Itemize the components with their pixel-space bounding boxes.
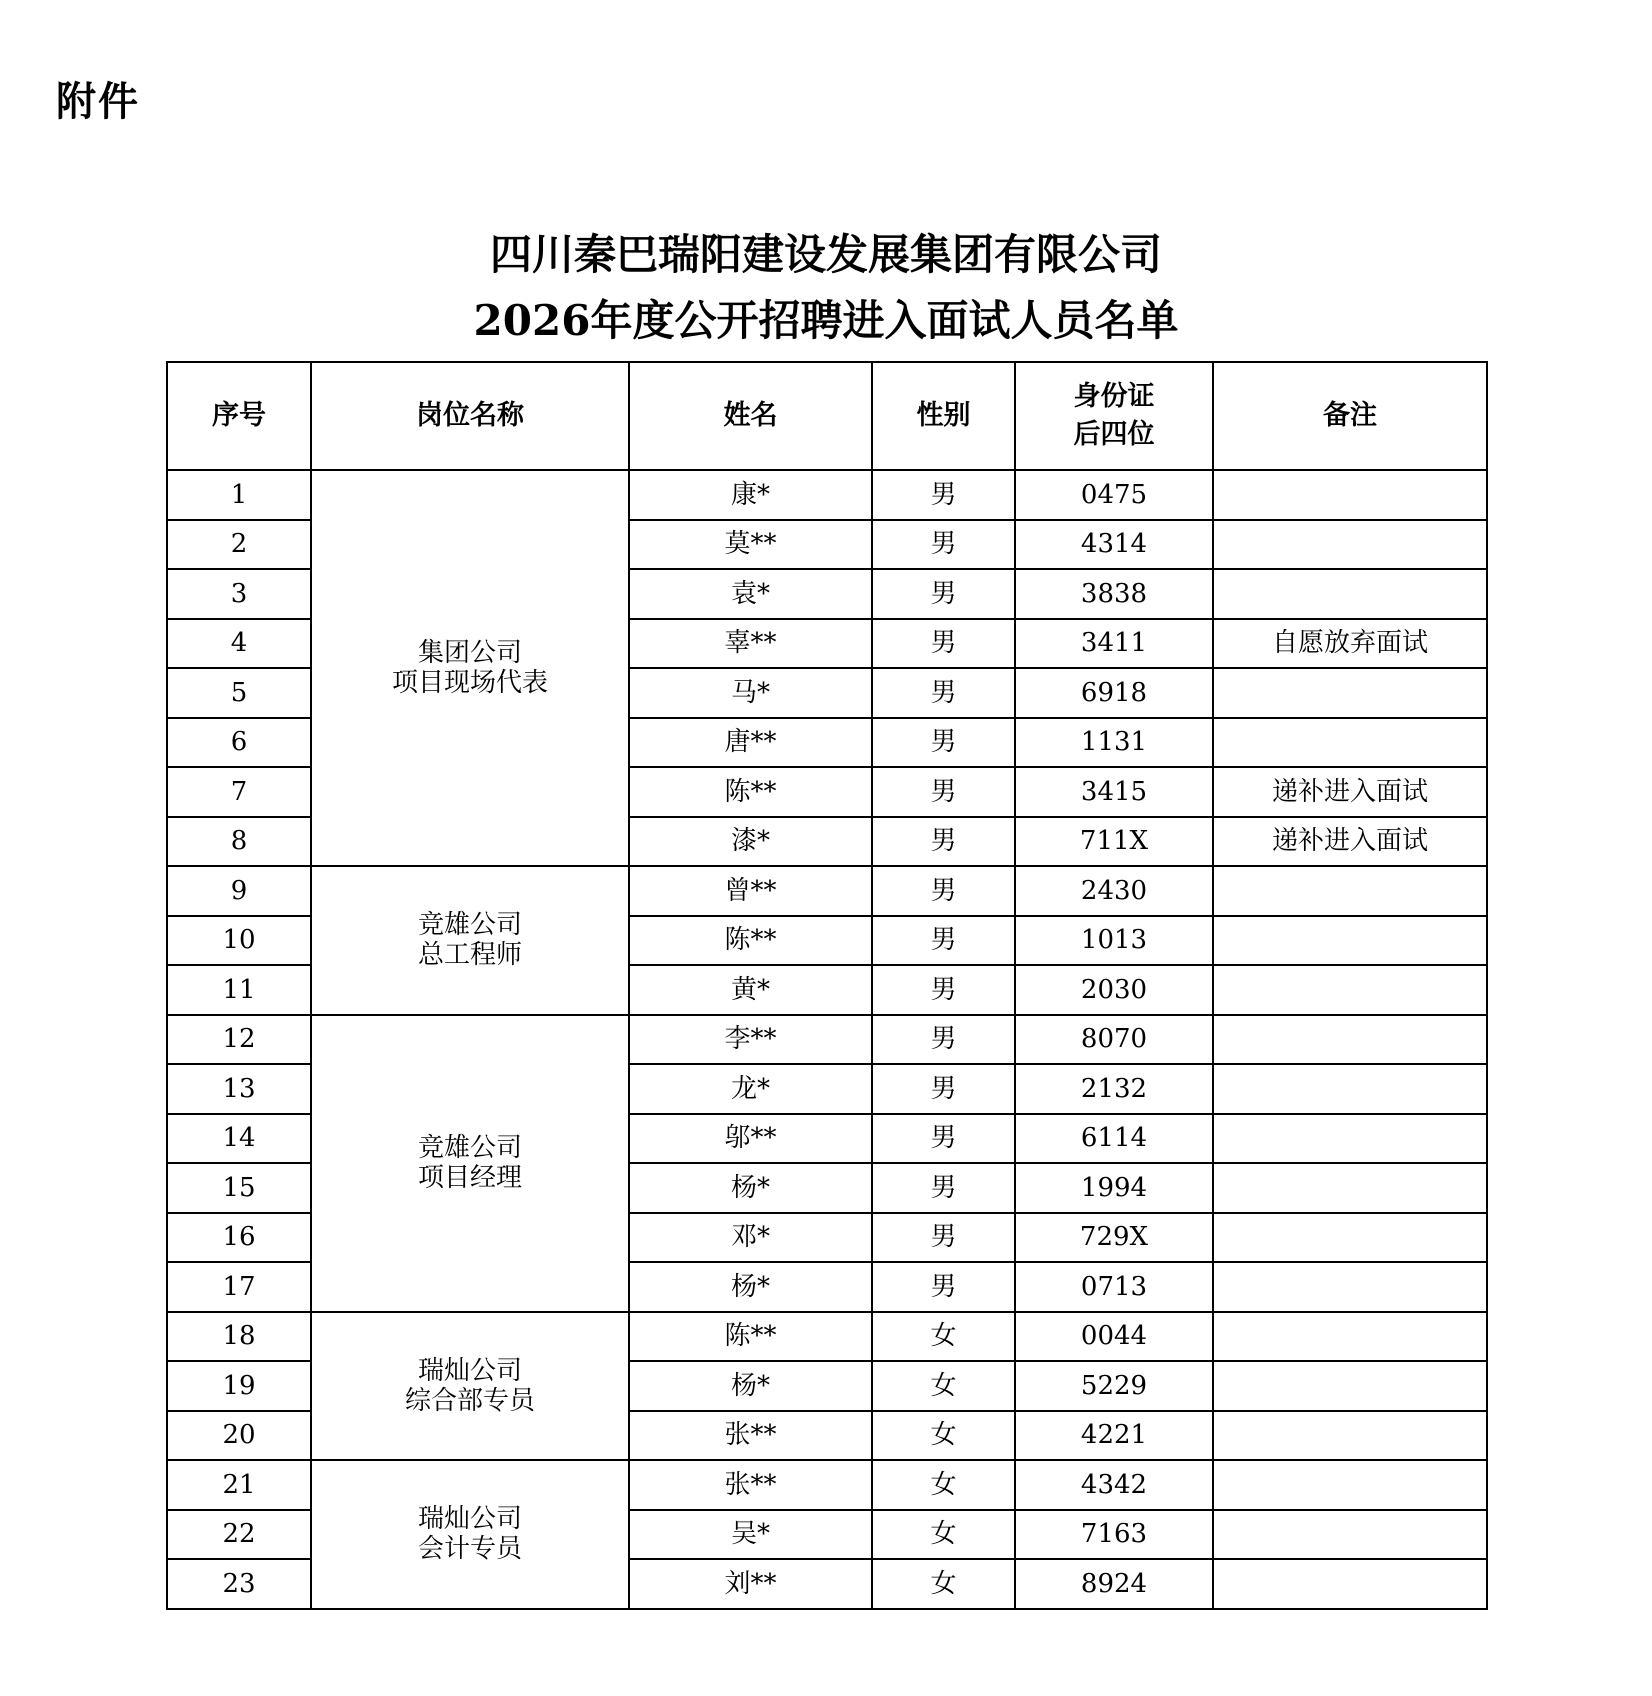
gender-cell: 男: [872, 569, 1015, 619]
position-line1: 集团公司: [417, 638, 522, 668]
gender-cell: 女: [872, 1510, 1015, 1560]
id-last4-cell: 2430: [1015, 866, 1213, 916]
seq-cell: 22: [167, 1510, 311, 1560]
name-cell: 张**: [629, 1411, 872, 1461]
document-title-line2: 2026年度公开招聘进入面试人员名单: [473, 296, 1179, 345]
remark-cell: [1213, 1460, 1487, 1510]
seq-cell: 8: [167, 817, 311, 867]
table-row: [167, 866, 1487, 916]
seq-cell: 19: [167, 1361, 311, 1411]
position-line2: 项目现场代表: [391, 668, 548, 698]
name-cell: 马*: [629, 668, 872, 718]
seq-cell: 12: [167, 1015, 311, 1065]
remark-cell: [1213, 1312, 1487, 1362]
remark-cell: [1213, 965, 1487, 1015]
gender-cell: 男: [872, 1114, 1015, 1164]
gender-cell: 男: [872, 965, 1015, 1015]
table-row: [167, 1015, 1487, 1065]
seq-cell: 16: [167, 1213, 311, 1263]
header-gender: 性别: [872, 362, 1015, 470]
name-cell: 邓*: [629, 1213, 872, 1263]
name-cell: 辜**: [629, 619, 872, 669]
name-cell: 刘**: [629, 1559, 872, 1609]
gender-cell: 男: [872, 668, 1015, 718]
position-line2: 综合部专员: [404, 1385, 535, 1416]
remark-cell: [1213, 520, 1487, 570]
remark-cell: [1213, 1411, 1487, 1461]
position-line1: 竞雄公司: [417, 1133, 522, 1163]
position-line2: 项目经理: [417, 1163, 522, 1193]
remark-cell: [1213, 1064, 1487, 1114]
seq-cell: 10: [167, 916, 311, 966]
id-last4-cell: 6918: [1015, 668, 1213, 718]
seq-cell: 17: [167, 1262, 311, 1312]
name-cell: 杨*: [629, 1361, 872, 1411]
seq-cell: 7: [167, 767, 311, 817]
position-line1: 竞雄公司: [417, 910, 522, 941]
id-last4-cell: 6114: [1015, 1114, 1213, 1164]
position-line2: 总工程师: [417, 940, 522, 971]
name-cell: 袁*: [629, 569, 872, 619]
table-body: [167, 470, 1487, 1609]
name-cell: 龙*: [629, 1064, 872, 1114]
header-remark: 备注: [1213, 362, 1487, 470]
gender-cell: 男: [872, 817, 1015, 867]
id-last4-cell: 2030: [1015, 965, 1213, 1015]
gender-cell: 男: [872, 718, 1015, 768]
position-line1: 瑞灿公司: [417, 1504, 522, 1535]
gender-cell: 男: [872, 470, 1015, 520]
id-last4-cell: 4314: [1015, 520, 1213, 570]
gender-cell: 男: [872, 520, 1015, 570]
remark-cell: [1213, 668, 1487, 718]
remark-cell: [1213, 1559, 1487, 1609]
seq-cell: 3: [167, 569, 311, 619]
remark-cell: [1213, 470, 1487, 520]
header-position: 岗位名称: [311, 362, 629, 470]
remark-cell: [1213, 1361, 1487, 1411]
gender-cell: 男: [872, 1064, 1015, 1114]
remark-cell: [1213, 718, 1487, 768]
id-last4-cell: 1994: [1015, 1163, 1213, 1213]
id-last4-cell: 729X: [1015, 1213, 1213, 1263]
name-cell: 邬**: [629, 1114, 872, 1164]
seq-cell: 18: [167, 1312, 311, 1362]
id-last4-cell: 5229: [1015, 1361, 1213, 1411]
id-last4-cell: 0713: [1015, 1262, 1213, 1312]
seq-cell: 6: [167, 718, 311, 768]
gender-cell: 女: [872, 1411, 1015, 1461]
gender-cell: 男: [872, 619, 1015, 669]
remark-cell: 递补进入面试: [1213, 817, 1487, 867]
id-last4-cell: 8070: [1015, 1015, 1213, 1065]
gender-cell: 男: [872, 1262, 1015, 1312]
position-cell: [311, 1460, 629, 1609]
id-last4-cell: 3838: [1015, 569, 1213, 619]
seq-cell: 20: [167, 1411, 311, 1461]
id-last4-cell: 8924: [1015, 1559, 1213, 1609]
position-cell: [311, 470, 629, 866]
gender-cell: 女: [872, 1559, 1015, 1609]
seq-cell: 14: [167, 1114, 311, 1164]
table-row: [167, 1460, 1487, 1510]
position-cell: [311, 1312, 629, 1461]
gender-cell: 男: [872, 1015, 1015, 1065]
position-cell: [311, 1015, 629, 1312]
seq-cell: 21: [167, 1460, 311, 1510]
position-line2: 会计专员: [417, 1534, 522, 1565]
name-cell: 陈**: [629, 916, 872, 966]
seq-cell: 13: [167, 1064, 311, 1114]
gender-cell: 男: [872, 916, 1015, 966]
header-seq: 序号: [167, 362, 311, 470]
id-last4-cell: 4342: [1015, 1460, 1213, 1510]
table-row: [167, 470, 1487, 520]
position-line1: 瑞灿公司: [417, 1355, 522, 1386]
seq-cell: 15: [167, 1163, 311, 1213]
name-cell: 陈**: [629, 767, 872, 817]
gender-cell: 女: [872, 1460, 1015, 1510]
id-last4-cell: 0044: [1015, 1312, 1213, 1362]
name-cell: 吴*: [629, 1510, 872, 1560]
seq-cell: 2: [167, 520, 311, 570]
header-id-line2: 后四位: [1073, 419, 1155, 450]
seq-cell: 5: [167, 668, 311, 718]
seq-cell: 11: [167, 965, 311, 1015]
id-last4-cell: 4221: [1015, 1411, 1213, 1461]
remark-cell: [1213, 1114, 1487, 1164]
header-id-last4: [1015, 362, 1213, 470]
remark-cell: [1213, 1510, 1487, 1560]
attachment-label: 附件: [56, 79, 140, 125]
seq-cell: 1: [167, 470, 311, 520]
name-cell: 康*: [629, 470, 872, 520]
interview-roster-table: [166, 361, 1488, 1610]
name-cell: 李**: [629, 1015, 872, 1065]
seq-cell: 4: [167, 619, 311, 669]
remark-cell: [1213, 916, 1487, 966]
name-cell: 杨*: [629, 1262, 872, 1312]
id-last4-cell: 711X: [1015, 817, 1213, 867]
table-header-row: [167, 362, 1487, 470]
gender-cell: 男: [872, 866, 1015, 916]
gender-cell: 女: [872, 1361, 1015, 1411]
gender-cell: 男: [872, 1163, 1015, 1213]
name-cell: 莫**: [629, 520, 872, 570]
remark-cell: [1213, 1163, 1487, 1213]
gender-cell: 女: [872, 1312, 1015, 1362]
remark-cell: [1213, 1015, 1487, 1065]
remark-cell: [1213, 1262, 1487, 1312]
name-cell: 漆*: [629, 817, 872, 867]
name-cell: 杨*: [629, 1163, 872, 1213]
remark-cell: 自愿放弃面试: [1213, 619, 1487, 669]
name-cell: 曾**: [629, 866, 872, 916]
seq-cell: 23: [167, 1559, 311, 1609]
name-cell: 唐**: [629, 718, 872, 768]
remark-cell: [1213, 1213, 1487, 1263]
id-last4-cell: 0475: [1015, 470, 1213, 520]
id-last4-cell: 7163: [1015, 1510, 1213, 1560]
remark-cell: [1213, 569, 1487, 619]
name-cell: 陈**: [629, 1312, 872, 1362]
id-last4-cell: 3415: [1015, 767, 1213, 817]
header-id-line1: 身份证: [1073, 381, 1155, 412]
name-cell: 黄*: [629, 965, 872, 1015]
id-last4-cell: 1131: [1015, 718, 1213, 768]
remark-cell: 递补进入面试: [1213, 767, 1487, 817]
document-title-line1: 四川秦巴瑞阳建设发展集团有限公司: [489, 230, 1162, 279]
id-last4-cell: 1013: [1015, 916, 1213, 966]
table-row: [167, 1312, 1487, 1362]
name-cell: 张**: [629, 1460, 872, 1510]
position-cell: [311, 866, 629, 1015]
id-last4-cell: 3411: [1015, 619, 1213, 669]
gender-cell: 男: [872, 767, 1015, 817]
seq-cell: 9: [167, 866, 311, 916]
id-last4-cell: 2132: [1015, 1064, 1213, 1114]
header-name: 姓名: [629, 362, 872, 470]
remark-cell: [1213, 866, 1487, 916]
gender-cell: 男: [872, 1213, 1015, 1263]
